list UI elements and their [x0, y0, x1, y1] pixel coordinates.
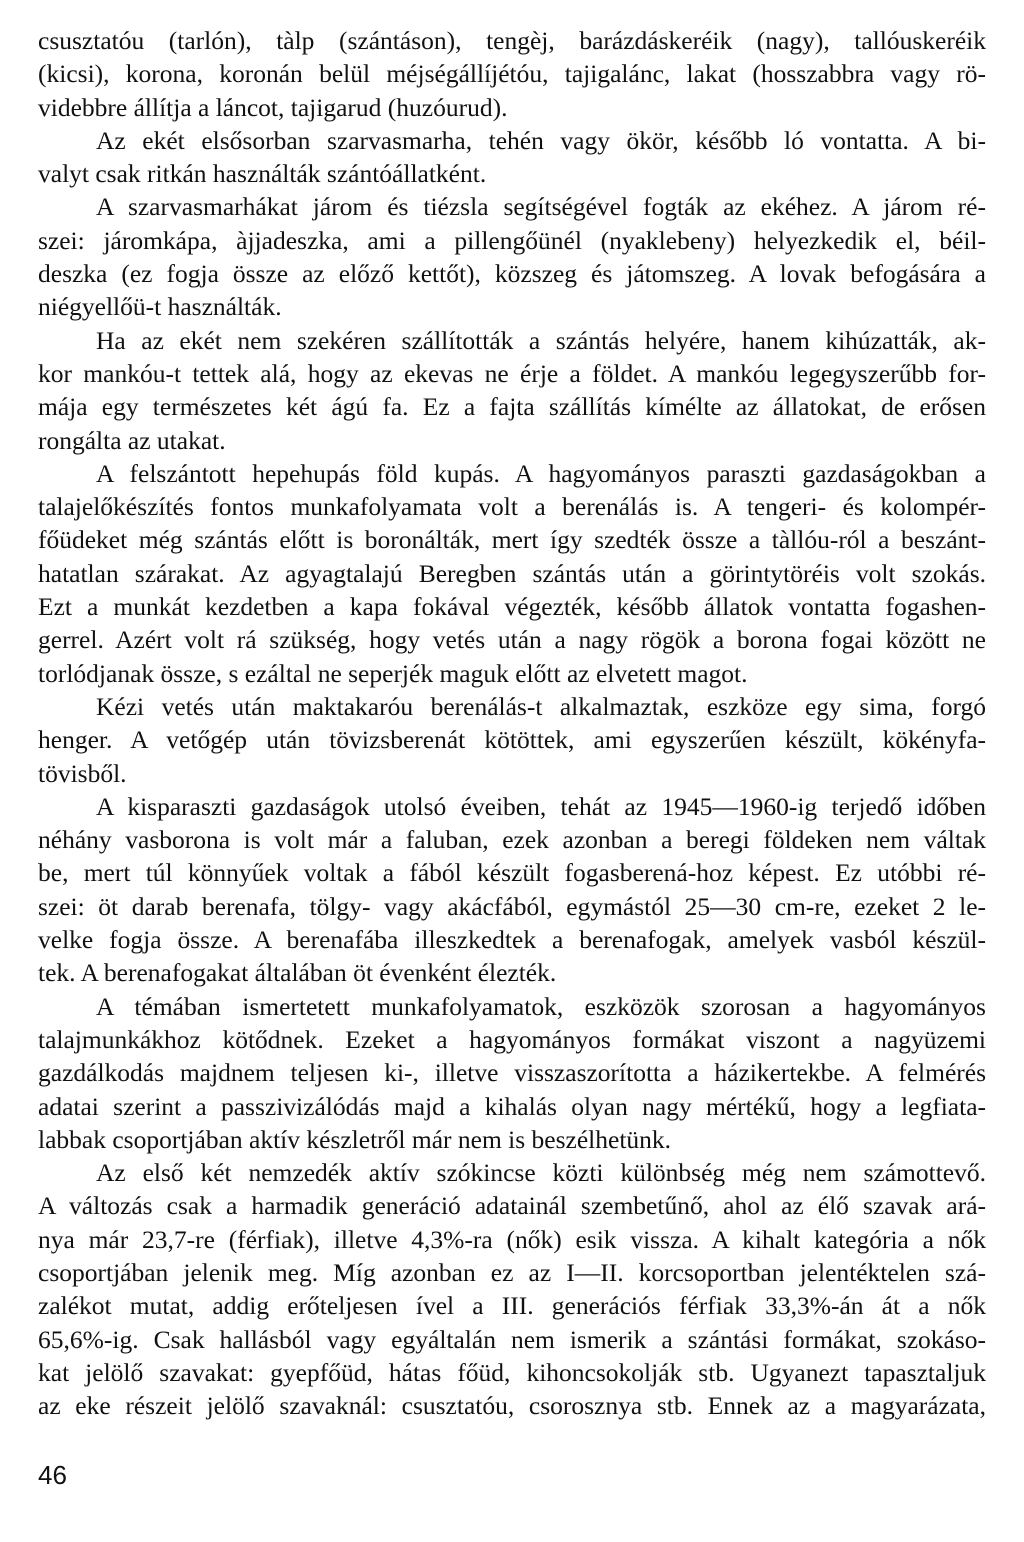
- text-line: (kicsi), korona, koronán belül méjségállíjétóu, tajigalánc, lakat (hosszabbra vagy rö-: [38, 59, 986, 89]
- body-text: [38, 24, 986, 1422]
- text-line: gerrel. Azért volt rá szükség, hogy vetés után a nagy rögök a borona fogai között ne: [38, 625, 986, 655]
- text-line: A témában ismertetett munkafolyamatok, eszközök szorosan a hagyományos: [96, 991, 986, 1021]
- text-line: adatai szerint a passzivizálódás majd a kihalás olyan nagy mértékű, hogy a legfiata-: [38, 1091, 986, 1121]
- text-line: talajmunkákhoz kötődnek. Ezeket a hagyományos formákat viszont a nagyüzemi: [38, 1024, 986, 1054]
- text-line: talajelőkészítés fontos munkafolyamata volt a berenálás is. A tengeri- és kolompér-: [38, 492, 986, 522]
- text-line: Ezt a munkát kezdetben a kapa fokával végezték, később állatok vontatta fogashen-: [38, 592, 986, 622]
- text-line: henger. A vetőgép után tövizsberenát kötöttek, ami egyszerűen készült, kökényfa-: [38, 725, 986, 755]
- text-line: 65,6%-ig. Csak hallásból vagy egyáltalán nem ismerik a szántási formákat, szokáso-: [38, 1324, 986, 1354]
- text-line: A változás csak a harmadik generáció adatainál szembetűnő, ahol az élő szavak ará-: [38, 1191, 986, 1221]
- paragraph-4: [38, 324, 986, 457]
- text-line: nya már 23,7-re (férfiak), illetve 4,3%-ra (nők) esik vissza. A kihalt kategória a nők: [38, 1224, 986, 1254]
- text-line: A szarvasmarhákat járom és tiézsla segítségével fogták az ekéhez. A járom ré-: [96, 192, 986, 222]
- text-line: labbak csoportjában aktív készletről már nem is beszélhetünk.: [38, 1124, 672, 1154]
- text-line: velke fogja össze. A berenafába illeszkedtek a berenafogak, amelyek vasból készül-: [38, 925, 986, 955]
- text-line: kor mankóu-t tettek alá, hogy az ekevas ne érje a földet. A mankóu legegyszerűbb for-: [38, 358, 986, 388]
- text-line: torlódjanak össze, s ezáltal ne seperjék maguk előtt az elvetett magot.: [38, 658, 748, 688]
- text-line: valyt csak ritkán használták szántóállatként.: [38, 159, 487, 189]
- text-line: zalékot mutat, addig erőteljesen ível a III. generációs férfiak 33,3%-án át a nők: [38, 1291, 986, 1321]
- paragraph-8: [38, 990, 986, 1156]
- text-line: főüdeket még szántás előtt is boronálták, mert így szedték össze a tàllóu-ról a beszánt-: [38, 525, 986, 555]
- text-line: deszka (ez fogja össze az előző kettőt), közszeg és játomszeg. A lovak befogására a: [38, 259, 986, 289]
- text-line: mája egy természetes két ágú fa. Ez a fajta szállítás kímélte az állatokat, de erősen: [38, 392, 986, 422]
- text-line: rongálta az utakat.: [38, 425, 226, 455]
- text-line: csusztatóu (tarlón), tàlp (szántáson), tengèj, barázdáskeréik (nagy), tallóuskeréik: [38, 26, 986, 55]
- text-line: tek. A berenafogakat általában öt évenként élezték.: [38, 958, 557, 988]
- text-line: az eke részeit jelölő szavaknál: csusztatóu, csorosznya stb. Ennek az a magyarázata,: [38, 1391, 986, 1421]
- text-line: hatatlan szárakat. Az agyagtalajú Beregben szántás után a görintytöréis volt szokás.: [38, 558, 986, 588]
- text-line: A felszántott hepehupás föld kupás. A hagyományos paraszti gazdaságokban a: [96, 458, 986, 488]
- text-line: kat jelölő szavakat: gyepfőüd, hátas főüd, kihoncsokolják stb. Ugyanezt tapasztaljuk: [38, 1357, 986, 1387]
- page-number: 46: [38, 1460, 67, 1490]
- text-line: niégyellőü-t használták.: [38, 292, 282, 322]
- paragraph-9: [38, 1156, 986, 1422]
- text-line: szei: járomkápa, àjjadeszka, ami a pillengőünél (nyaklebeny) helyezkedik el, béil-: [38, 225, 986, 255]
- text-line: A kisparaszti gazdaságok utolsó éveiben, tehát az 1945—1960-ig terjedő időben: [96, 791, 986, 821]
- text-line: videbbre állítja a láncot, tajigarud (huzóurud).: [38, 92, 508, 122]
- text-line: Ha az ekét nem szekéren szállították a szántás helyére, hanem kihúzatták, ak-: [96, 325, 986, 355]
- text-line: csoportjában jelenik meg. Míg azonban ez az I—II. korcsoportban jelentéktelen szá-: [38, 1257, 986, 1287]
- paragraph-7: [38, 790, 986, 990]
- paragraph-2: [38, 124, 986, 191]
- text-line: Az első két nemzedék aktív szókincse közti különbség még nem számottevő.: [96, 1158, 986, 1188]
- text-line: tövisből.: [38, 758, 127, 788]
- text-line: Kézi vetés után maktakaróu berenálás-t alkalmaztak, eszköze egy sima, forgó: [96, 691, 986, 721]
- paragraph-3: [38, 190, 986, 323]
- text-line: néhány vasborona is volt már a faluban, ezek azonban a beregi földeken nem váltak: [38, 825, 986, 855]
- text-line: gazdálkodás majdnem teljesen ki-, illetve visszaszorította a házikertekbe. A felmérés: [38, 1058, 986, 1088]
- paragraph-1: [38, 24, 986, 124]
- text-line: Az ekét elsősorban szarvasmarha, tehén vagy ökör, később ló vontatta. A bi-: [96, 125, 986, 155]
- text-line: szei: öt darab berenafa, tölgy- vagy akácfából, egymástól 25—30 cm-re, ezeket 2 le-: [38, 891, 986, 921]
- paragraph-5: [38, 457, 986, 690]
- text-line: be, mert túl könnyűek voltak a fából készült fogasberená-hoz képest. Ez utóbbi ré-: [38, 858, 986, 888]
- paragraph-6: [38, 690, 986, 790]
